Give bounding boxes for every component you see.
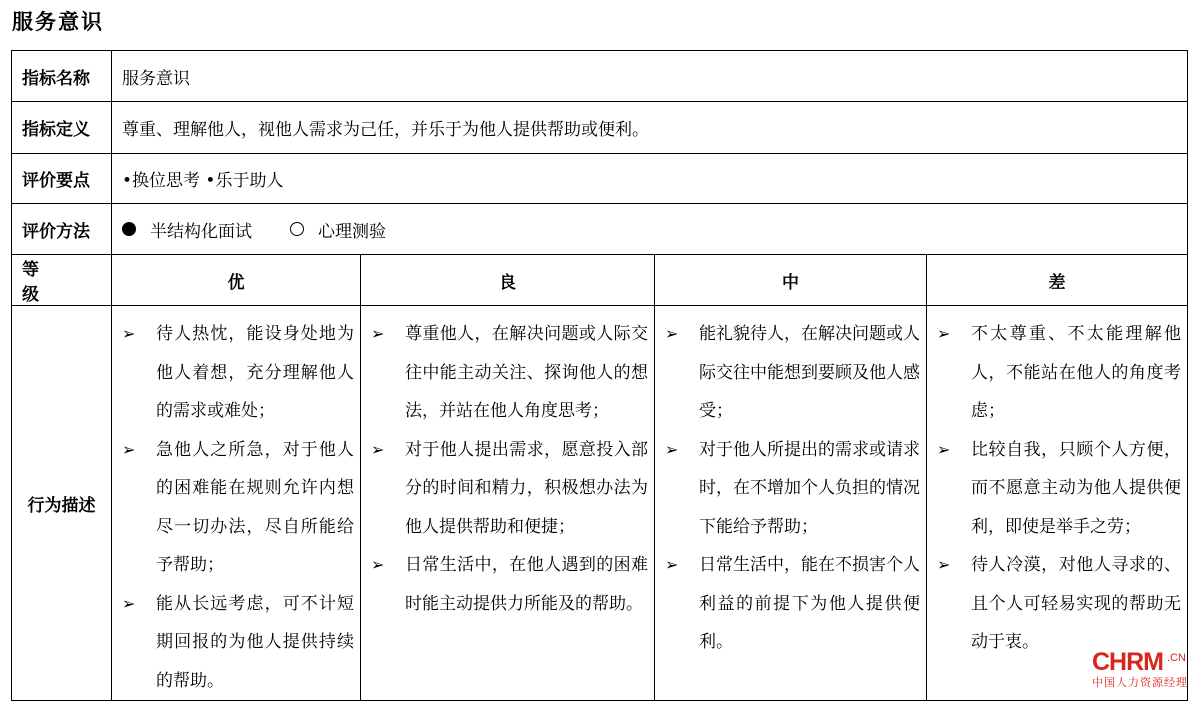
label-grade: 等级 [12, 255, 112, 306]
radio-empty-icon [290, 222, 304, 236]
value-points: •换位思考 •乐于助人 [112, 154, 1188, 204]
list-item: ➢ 日常生活中，能在不损害个人利益的前提下为他人提供便利。 [655, 546, 926, 662]
grade-poor: 差 [927, 255, 1188, 306]
list-item: ➢ 尊重他人，在解决问题或人际交往中能主动关注、探询他人的想法，并站在他人角度思考； [361, 315, 654, 431]
grade-excellent: 优 [112, 255, 361, 306]
logo-subtitle: 中国人力资源经理 [1092, 676, 1188, 689]
arrow-bullet-icon: ➢ [371, 555, 385, 574]
arrow-bullet-icon: ➢ [665, 324, 679, 343]
label-behavior: 行为描述 [12, 306, 112, 701]
row-name [12, 51, 1188, 102]
method-option-interview: 半结构化面试 [150, 221, 252, 242]
list-item: ➢ 对于他人所提出的需求或请求时，在不增加个人负担的情况下能给予帮助； [655, 431, 926, 547]
logo-suffix: .CN [1167, 652, 1186, 664]
desc-average [655, 306, 927, 701]
method-option-test: 心理测验 [318, 221, 386, 242]
list-item: ➢ 对于他人提出需求，愿意投入部分的时间和精力，积极想办法为他人提供帮助和便捷； [361, 431, 654, 547]
row-points [12, 154, 1188, 204]
row-method [12, 204, 1188, 255]
arrow-bullet-icon: ➢ [665, 439, 679, 459]
page-title: 服务意识 [12, 9, 104, 34]
list-item: ➢ 待人热忱，能设身处地为他人着想，充分理解他人的需求或难处； [112, 315, 360, 431]
list-item: ➢ 能礼貌待人，在解决问题或人际交往中能想到要顾及他人感受； [655, 315, 926, 431]
radio-filled-icon [122, 222, 136, 236]
chrm-logo [1088, 648, 1192, 688]
label-method: 评价方法 [12, 204, 112, 255]
desc-poor [927, 306, 1188, 701]
list-item: ➢ 日常生活中，在他人遇到的困难时能主动提供力所能及的帮助。 [361, 546, 654, 623]
list-item: ➢ 能从长远考虑，可不计短期回报的为他人提供持续的帮助。 [112, 585, 360, 701]
arrow-bullet-icon: ➢ [937, 324, 951, 343]
value-name: 服务意识 [112, 51, 1188, 102]
label-name: 指标名称 [12, 51, 112, 102]
desc-good [361, 306, 655, 701]
logo-brand: CHRM [1092, 648, 1163, 676]
competency-table [11, 50, 1188, 701]
arrow-bullet-icon: ➢ [371, 324, 385, 343]
desc-excellent [112, 306, 361, 701]
list-item: ➢ 急他人之所急，对于他人的困难能在规则允许内想尽一切办法，尽自所能给予帮助； [112, 431, 360, 585]
value-definition: 尊重、理解他人，视他人需求为己任，并乐于为他人提供帮助或便利。 [112, 102, 1188, 154]
grade-good: 良 [361, 255, 655, 306]
arrow-bullet-icon: ➢ [937, 439, 951, 459]
label-definition: 指标定义 [12, 102, 112, 154]
row-grades [12, 255, 1188, 306]
row-behavior [12, 306, 1188, 701]
list-item: ➢ 不太尊重、不太能理解他人，不能站在他人的角度考虑； [927, 315, 1187, 431]
grade-average: 中 [655, 255, 927, 306]
value-method [112, 204, 1188, 255]
row-definition [12, 102, 1188, 154]
label-points: 评价要点 [12, 154, 112, 204]
arrow-bullet-icon: ➢ [937, 555, 951, 574]
list-item: ➢ 比较自我，只顾个人方便，而不愿意主动为他人提供便利，即使是举手之劳； [927, 431, 1187, 547]
arrow-bullet-icon: ➢ [122, 593, 136, 613]
list-item: ➢ 待人冷漠，对他人寻求的、且个人可轻易实现的帮助无动于衷。 [927, 546, 1187, 662]
arrow-bullet-icon: ➢ [122, 439, 136, 459]
arrow-bullet-icon: ➢ [122, 324, 136, 343]
arrow-bullet-icon: ➢ [665, 555, 679, 574]
arrow-bullet-icon: ➢ [371, 439, 385, 459]
